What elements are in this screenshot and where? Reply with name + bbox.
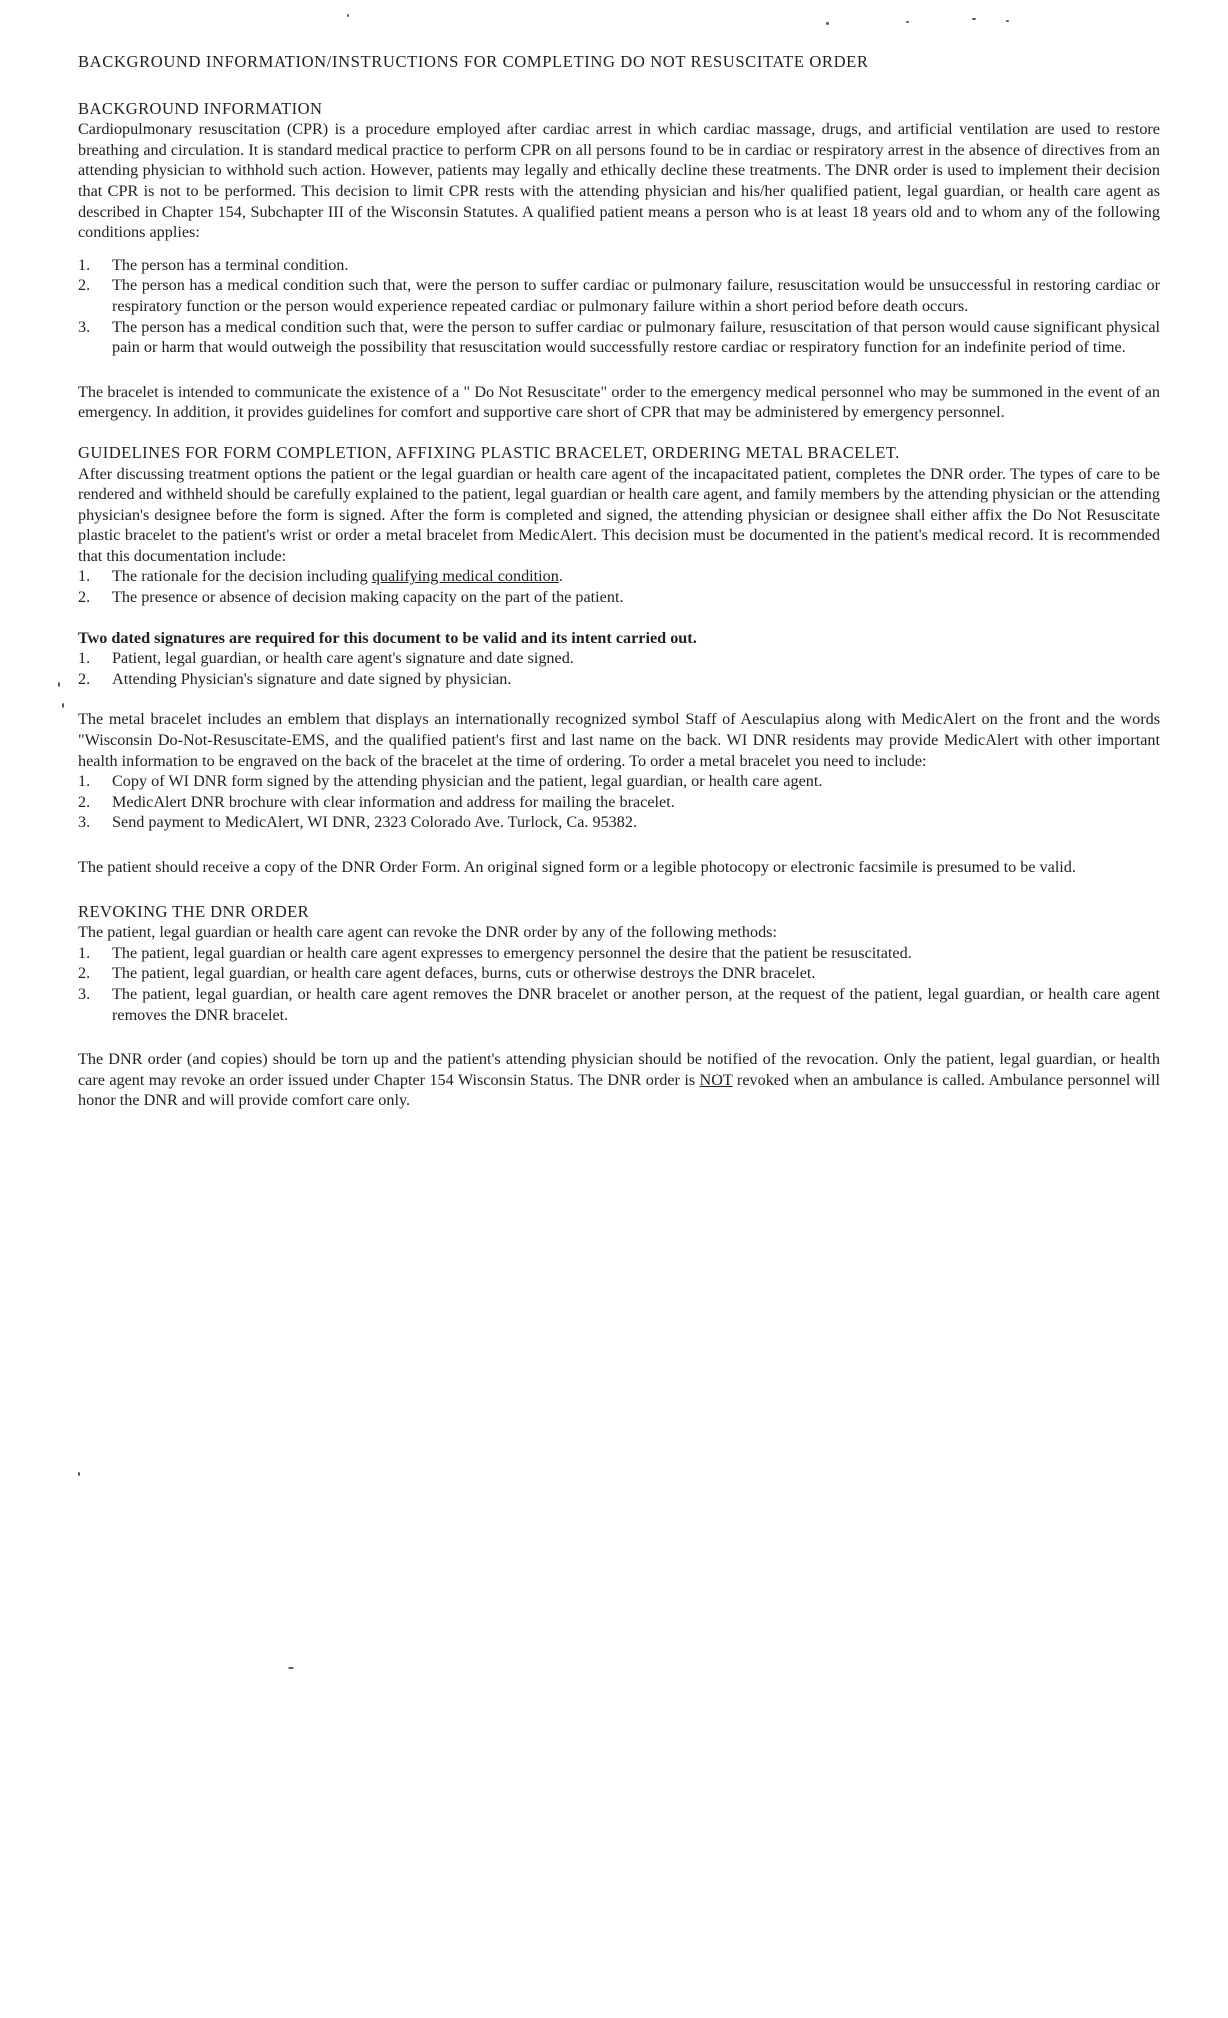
document-body	[78, 52, 1160, 1111]
list-item: 3. The person has a medical condition such that, were the person to suffer cardiac or pulmonary failure, resuscitation of that person would cause significant physical pain or harm that would outweigh the possibility that resuscitation would successfully restore cardiac or respiratory function for an indefinite period of time.	[78, 317, 1160, 357]
guidelines-body: After discussing treatment options the patient or the legal guardian or health care agent of the incapacitated patient, completes the DNR order. The types of care to be rendered and withheld should be carefully explained to the patient, legal guardian or health care agent, and family members by the attending physician or the attending physician's designee before the form is signed. After the form is completed and signed, the attending physician or designee shall either affix the Do Not Resuscitate plastic bracelet to the patient's wrist or order a metal bracelet from MedicAlert. This decision must be documented in the patient's medical record. It is recommended that this documentation include:	[78, 464, 1160, 565]
qualifying-conditions-list	[78, 255, 1160, 358]
list-item: 1. Patient, legal guardian, or health care agent's signature and date signed.	[78, 649, 574, 668]
list-item: 2. The person has a medical condition such that, were the person to suffer cardiac or pulmonary failure, resuscitation would be unsuccessful in restoring cardiac or respiratory function or the person would experience repeated cardiac or pulmonary failure within a short period before death occurs.	[78, 276, 1160, 315]
list-item: 2. The patient, legal guardian, or health care agent defaces, burns, cuts or otherwise destroys the DNR bracelet.	[78, 964, 816, 983]
list-item: 2. Attending Physician's signature and date signed by physician.	[78, 669, 512, 688]
revocation-methods-list	[78, 943, 1160, 1025]
revocation-closing-paragraph: The DNR order (and copies) should be torn up and the patient's attending physician should be notified of the revocation. Only the patient, legal guardian, or health care agent may revoke an order issued under Chapter 154 Wisconsin Status. The DNR order is NOT revoked when an ambulance is called. Ambulance personnel will honor the DNR and will provide comfort care only.	[78, 1050, 1160, 1110]
list-item: 3. The patient, legal guardian, or health care agent removes the DNR bracelet or another person, at the request of the patient, legal guardian, or health care agent removes the DNR bracelet.	[78, 984, 1160, 1024]
scan-speck	[826, 22, 829, 25]
list-item: 1. Copy of WI DNR form signed by the attending physician and the patient, legal guardian, or health care agent.	[78, 772, 823, 791]
revoking-section	[78, 902, 1160, 1111]
scan-speck	[972, 18, 976, 20]
list-item: 2. The presence or absence of decision making capacity on the part of the patient.	[78, 588, 624, 607]
metal-bracelet-paragraph: The metal bracelet includes an emblem that displays an internationally recognized symbol Staff of Aesculapius along with MedicAlert on the front and the words "Wisconsin Do-Not-Resuscitate-EMS, and the qualified patient's first and last name on the back. WI DNR residents may provide MedicAlert with other important health information to be engraved on the back of the bracelet at the time of ordering. To order a metal bracelet you need to include:	[78, 710, 1160, 770]
scan-speck	[288, 1667, 294, 1669]
list-item: 2. MedicAlert DNR brochure with clear information and address for mailing the bracelet.	[78, 792, 675, 811]
scan-speck	[62, 703, 64, 708]
signatures-list	[78, 648, 1160, 689]
signatures-required-line: Two dated signatures are required for this document to be valid and its intent carried out.	[78, 628, 697, 647]
background-heading: BACKGROUND INFORMATION	[78, 98, 323, 118]
bracelet-purpose-paragraph: The bracelet is intended to communicate the existence of a " Do Not Resuscitate" order to the emergency medical personnel who may be summoned in the event of an emergency. In addition, it provides guidelines for comfort and supportive care short of CPR that may be administered by emergency personnel.	[78, 382, 1160, 422]
revoking-intro: The patient, legal guardian or health care agent can revoke the DNR order by any of the following methods:	[78, 923, 777, 942]
order-requirements-list	[78, 771, 1160, 833]
guidelines-heading: GUIDELINES FOR FORM COMPLETION, AFFIXING PLASTIC BRACELET, ORDERING METAL BRACELET.	[78, 442, 900, 462]
documentation-list	[78, 566, 1160, 607]
list-item: 3. Send payment to MedicAlert, WI DNR, 2323 Colorado Ave. Turlock, Ca. 95382.	[78, 813, 637, 832]
scan-speck	[78, 1472, 80, 1476]
document-title: BACKGROUND INFORMATION/INSTRUCTIONS FOR COMPLETING DO NOT RESUSCITATE ORDER	[78, 52, 869, 71]
guidelines-section	[78, 443, 1160, 878]
list-item: 1. The rationale for the decision including qualifying medical condition.	[78, 567, 563, 586]
scan-speck	[1006, 20, 1009, 22]
scan-speck	[58, 682, 60, 687]
revoking-heading: REVOKING THE DNR ORDER	[78, 901, 310, 921]
copy-validity-paragraph: The patient should receive a copy of the DNR Order Form. An original signed form or a legible photocopy or electronic facsimile is presumed to be valid.	[78, 858, 1076, 876]
list-item: 1. The patient, legal guardian or health care agent expresses to emergency personnel the desire that the patient be resuscitated.	[78, 943, 912, 962]
scan-speck	[347, 14, 349, 17]
list-item: 1. The person has a terminal condition.	[78, 255, 349, 274]
scan-speck	[906, 21, 909, 23]
background-intro: Cardiopulmonary resuscitation (CPR) is a procedure employed after cardiac arrest in which cardiac massage, drugs, and artificial ventilation are used to restore breathing and circulation. It is standard medical practice to perform CPR on all persons found to be in cardiac or respiratory arrest in the absence of directives from an attending physician to withhold such action. However, patients may legally and ethically decline these treatments. The DNR order is used to implement their decision that CPR is not to be performed. This decision to limit CPR rests with the attending physician and his/her qualified patient, legal guardian, or health care agent as described in Chapter 154, Subchapter III of the Wisconsin Statutes. A qualified patient means a person who is at least 18 years old and to whom any of the following conditions applies:	[78, 120, 1160, 242]
background-section	[78, 99, 1160, 423]
